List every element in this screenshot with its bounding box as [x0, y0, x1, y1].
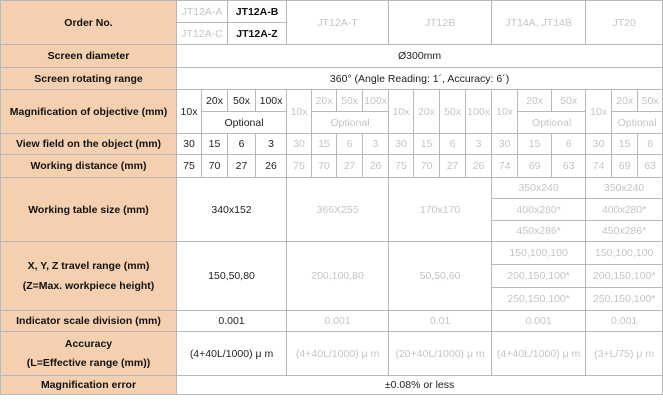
table-g4-2: 450x286* — [492, 221, 586, 242]
view-g5-1: 15 — [612, 134, 638, 155]
model-jt12b: JT12B — [389, 1, 492, 45]
header-view-field: View field on the object (mm) — [1, 134, 177, 155]
mag-g3-10x: 10x — [389, 90, 414, 134]
view-g2-0: 30 — [287, 134, 312, 155]
mag-g3-50x: 50x — [440, 90, 466, 134]
screen-rotating-value: 360° (Angle Reading: 1´, Accuracy: 6´) — [177, 68, 663, 90]
wd-g3-0: 75 — [389, 155, 414, 178]
wd-g2-2: 27 — [337, 155, 363, 178]
indicator-g5: 0.001 — [586, 311, 663, 332]
indicator-g3: 0.01 — [389, 311, 492, 332]
header-accuracy — [1, 332, 177, 376]
view-g4-2: 6 — [552, 134, 586, 155]
mag-g2-10x: 10x — [287, 90, 312, 134]
indicator-g4: 0.001 — [492, 311, 586, 332]
table-g4-0: 350x240 — [492, 178, 586, 199]
screen-diameter-value: Ø300mm — [177, 45, 663, 68]
travel-g5-2: 250,150,100* — [586, 288, 663, 311]
view-g1-0: 30 — [177, 134, 202, 155]
travel-g1: 150,50,80 — [177, 242, 287, 311]
table-g5-0: 350x240 — [586, 178, 663, 199]
table-g4-1: 400x280* — [492, 199, 586, 221]
mag-g1-optional: Optional — [202, 112, 287, 134]
model-jt12a-c: JT12A-C — [177, 23, 228, 45]
view-g3-1: 15 — [414, 134, 440, 155]
wd-g3-3: 26 — [466, 155, 492, 178]
mag-g1-50x: 50x — [228, 90, 256, 112]
wd-g2-0: 75 — [287, 155, 312, 178]
travel-g5-0: 150,100,100 — [586, 242, 663, 265]
wd-g1-3: 26 — [256, 155, 287, 178]
table-g5-2: 450x286* — [586, 221, 663, 242]
header-mag-error: Magnification error — [1, 376, 177, 395]
mag-g2-20x: 20x — [312, 90, 337, 112]
header-travel-range — [1, 242, 177, 311]
accuracy-g4: (4+40L/1000) μ m — [492, 332, 586, 376]
accuracy-g3: (20+40L/1000) μ m — [389, 332, 492, 376]
mag-g4-optional: Optional — [518, 112, 586, 134]
accuracy-g2: (4+40L/1000) μ m — [287, 332, 389, 376]
model-jt12a-a: JT12A-A — [177, 1, 228, 23]
header-screen-rotating: Screen rotating range — [1, 68, 177, 90]
wd-g3-1: 70 — [414, 155, 440, 178]
view-g1-1: 15 — [202, 134, 228, 155]
wd-g3-2: 27 — [440, 155, 466, 178]
travel-g4-0: 150,100,100 — [492, 242, 586, 265]
header-screen-diameter: Screen diameter — [1, 45, 177, 68]
mag-g5-optional: Optional — [612, 112, 663, 134]
mag-g2-100x: 100x — [363, 90, 389, 112]
travel-g3: 50,50,60 — [389, 242, 492, 311]
model-jt12a-z: JT12A-Z — [228, 23, 287, 45]
view-g2-2: 6 — [337, 134, 363, 155]
header-indicator: Indicator scale division (mm) — [1, 311, 177, 332]
mag-g2-50x: 50x — [337, 90, 363, 112]
view-g4-1: 15 — [518, 134, 552, 155]
travel-g4-1: 200,150,100* — [492, 265, 586, 288]
view-g3-0: 30 — [389, 134, 414, 155]
wd-g4-2: 63 — [552, 155, 586, 178]
travel-range-subtitle: (Z=Max. workpiece height) — [22, 280, 155, 292]
indicator-g2: 0.001 — [287, 311, 389, 332]
mag-g1-100x: 100x — [256, 90, 287, 112]
travel-range-title: X, Y, Z travel range (mm) — [27, 260, 150, 272]
view-g4-0: 30 — [492, 134, 518, 155]
mag-g3-100x: 100x — [466, 90, 492, 134]
model-jt12a-t: JT12A-T — [287, 1, 389, 45]
accuracy-title: Accuracy — [64, 337, 113, 350]
model-jt14: JT14A, JT14B — [492, 1, 586, 45]
view-g5-2: 6 — [638, 134, 663, 155]
mag-g4-50x: 50x — [552, 90, 586, 112]
table-g1: 340x152 — [177, 178, 287, 242]
accuracy-subtitle: (L=Effective range (mm)) — [26, 356, 151, 369]
wd-g5-0: 74 — [586, 155, 612, 178]
view-g3-3: 3 — [466, 134, 492, 155]
mag-error-value: ±0.08% or less — [177, 376, 663, 395]
view-g1-2: 6 — [228, 134, 256, 155]
wd-g4-1: 69 — [518, 155, 552, 178]
view-g1-3: 3 — [256, 134, 287, 155]
mag-g3-20x: 20x — [414, 90, 440, 134]
view-g2-3: 3 — [363, 134, 389, 155]
header-order-no: Order No. — [1, 1, 177, 45]
table-g2: 366X255 — [287, 178, 389, 242]
mag-g5-10x: 10x — [586, 90, 612, 134]
wd-g5-2: 63 — [638, 155, 663, 178]
wd-g1-0: 75 — [177, 155, 202, 178]
travel-g5-1: 200,150,100* — [586, 265, 663, 288]
wd-g2-3: 26 — [363, 155, 389, 178]
mag-g5-50x: 50x — [638, 90, 663, 112]
wd-g2-1: 70 — [312, 155, 337, 178]
model-jt12a-b: JT12A-B — [228, 1, 287, 23]
mag-g5-20x: 20x — [612, 90, 638, 112]
wd-g4-0: 74 — [492, 155, 518, 178]
mag-g1-10x: 10x — [177, 90, 202, 134]
mag-g1-20x: 20x — [202, 90, 228, 112]
view-g5-0: 30 — [586, 134, 612, 155]
wd-g1-2: 27 — [228, 155, 256, 178]
header-working-distance: Working distance (mm) — [1, 155, 177, 178]
wd-g1-1: 70 — [202, 155, 228, 178]
header-magnification: Magnification of objective (mm) — [1, 90, 177, 134]
travel-g4-2: 250,150,100* — [492, 288, 586, 311]
view-g3-2: 6 — [440, 134, 466, 155]
header-working-table: Working table size (mm) — [1, 178, 177, 242]
table-g3: 170x170 — [389, 178, 492, 242]
travel-g2: 200,100,80 — [287, 242, 389, 311]
wd-g5-1: 69 — [612, 155, 638, 178]
accuracy-g5: (3+L/75) μ m — [586, 332, 663, 376]
view-g2-1: 15 — [312, 134, 337, 155]
table-g5-1: 400x280* — [586, 199, 663, 221]
indicator-g1: 0.001 — [177, 311, 287, 332]
mag-g4-10x: 10x — [492, 90, 518, 134]
model-jt20: JT20 — [586, 1, 663, 45]
mag-g4-20x: 20x — [518, 90, 552, 112]
accuracy-g1: (4+40L/1000) μ m — [177, 332, 287, 376]
mag-g2-optional: Optional — [312, 112, 389, 134]
